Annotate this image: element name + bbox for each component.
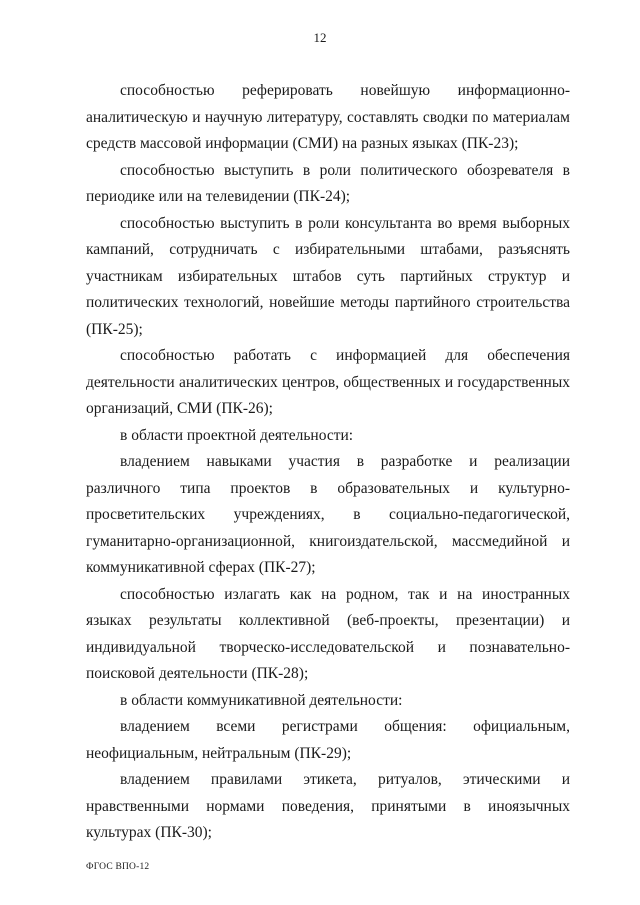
section-heading-project-activity: в области проектной деятельности: xyxy=(120,426,354,444)
paragraph-pk-26: способностью работать с информацией для обеспечения деятельности аналитических центров, общественных и государственных организаций, СМИ (ПК-26); xyxy=(86,347,570,417)
footer-label: ФГОС ВПО-12 xyxy=(86,862,150,872)
paragraph-pk-29: владением всеми регистрами общения: официальным, неофициальным, нейтральным (ПК-29); xyxy=(86,718,570,762)
section-heading-communicative-activity: в области коммуникативной деятельности: xyxy=(120,691,403,709)
paragraph-pk-28: способностью излагать как на родном, так и на иностранных языках результаты коллективной (веб-проекты, презентации) и индивидуальной творческо-исследовательской и познавательно-поисковой деятельности (ПК-28); xyxy=(86,585,570,682)
paragraph-pk-23: способностью реферировать новейшую информационно-аналитическую и научную литературу, составлять сводки по материалам средств массовой информации (СМИ) на разных языках (ПК-23); xyxy=(86,82,570,152)
document-body xyxy=(86,78,570,847)
paragraph-pk-24: способностью выступить в роли политического обозревателя в периодике или на телевидении (ПК-24); xyxy=(86,161,570,205)
paragraph-pk-27: владением навыками участия в разработке и реализации различного типа проектов в образовательных и культурно-просветительских учреждениях, в социально-педагогической, гуманитарно-организационной, книгоиздательской, массмедийной и коммуникативной сферах (ПК-27); xyxy=(86,453,570,576)
page-number: 12 xyxy=(313,30,327,45)
paragraph-pk-25: способностью выступить в роли консультанта во время выборных кампаний, сотрудничать с избирательными штабами, разъяснять участникам избирательных штабов суть партийных структур и политических технологий, новейшие методы партийного строительства (ПК-25); xyxy=(86,214,570,338)
paragraph-pk-30: владением правилами этикета, ритуалов, этическими и нравственными нормами поведения, принятыми в иноязычных культурах (ПК-30); xyxy=(86,771,570,841)
